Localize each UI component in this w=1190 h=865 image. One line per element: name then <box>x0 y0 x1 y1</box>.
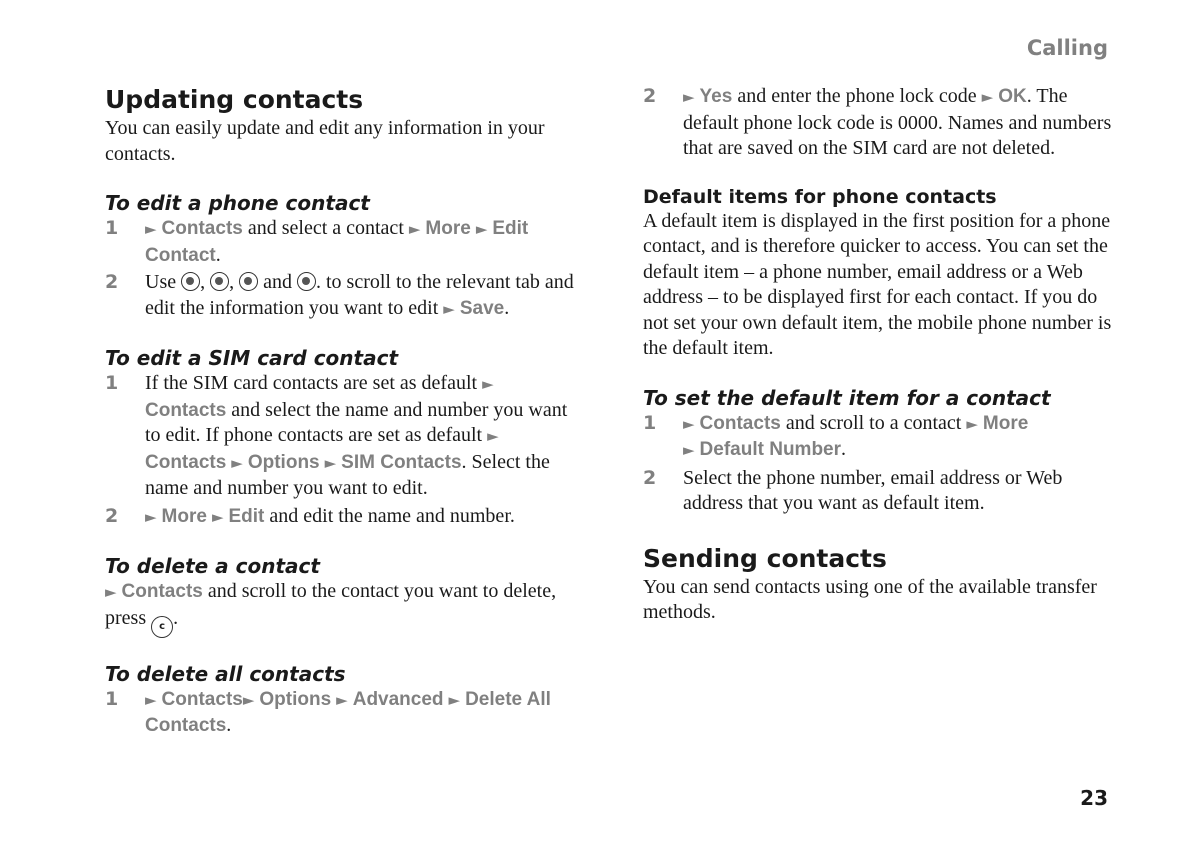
body-text: and scroll to the contact you want to delete, press <box>105 580 557 629</box>
default-items-text: A default item is displayed in the first position for a phone contact, and is therefore quicker to access. You can set the default item – a phone number, email address or a Web address – to be displayed first for each contact. If you do not set your own default item, the mobile phone number is the default item. <box>643 209 1112 359</box>
ui-options: Options <box>259 688 332 710</box>
ui-contacts: Contacts <box>121 581 203 602</box>
step-text: and edit the name and number. <box>264 504 515 527</box>
heading-set-default-item: To set the default item for a contact <box>643 385 1051 410</box>
ui-contacts: Contacts <box>161 688 243 710</box>
arrow-icon: ► <box>683 414 695 433</box>
arrow-icon: ► <box>105 583 117 601</box>
ui-delete-all-contacts: Delete All Contacts <box>145 688 551 736</box>
ui-contacts: Contacts <box>145 451 227 473</box>
heading-delete-contact: To delete a contact <box>105 554 320 578</box>
arrow-icon: ► <box>448 690 461 709</box>
step-text: . <box>215 243 221 266</box>
step-set-default-2 <box>643 466 1113 517</box>
step-delete-all-2 <box>643 84 1113 162</box>
ui-yes: Yes <box>699 86 733 107</box>
arrow-icon: ► <box>408 220 421 238</box>
ui-more: More <box>982 412 1029 434</box>
page-number: 23 <box>1080 786 1108 810</box>
section-header: Calling <box>1026 36 1108 60</box>
heading-edit-phone-contact: To edit a phone contact <box>105 191 370 215</box>
step-delete-all-1 <box>105 687 575 739</box>
ui-default-number: Default Number <box>699 439 842 460</box>
arrow-icon: ► <box>336 690 348 709</box>
arrow-icon: ► <box>487 427 499 445</box>
step-text: . <box>841 438 847 460</box>
ui-more: More <box>425 218 471 239</box>
nav-key-down-icon <box>297 272 316 291</box>
step-number: 2 <box>643 85 657 107</box>
ui-edit: Edit <box>228 505 265 527</box>
ui-advanced: Advanced <box>352 688 444 710</box>
body-text: . <box>173 606 179 629</box>
heading-default-items: Default items for phone contacts <box>643 185 997 208</box>
step-text: and select the name and number you want to edit. If phone contacts are set as default <box>145 398 568 446</box>
step-text: and select a contact <box>242 217 409 239</box>
ui-more: More <box>161 505 207 527</box>
arrow-icon: ► <box>145 690 157 709</box>
step-text: . <box>226 714 232 736</box>
arrow-icon: ► <box>443 299 455 318</box>
arrow-icon: ► <box>145 507 157 526</box>
arrow-icon: ► <box>211 507 224 526</box>
step-text: and scroll to a contact <box>780 411 967 434</box>
step-text: , <box>200 271 206 293</box>
c-key-icon: c <box>151 616 173 638</box>
ui-options: Options <box>247 451 320 473</box>
step-set-default-1 <box>643 411 1113 464</box>
step-text: and enter the phone lock code <box>732 85 982 107</box>
step-number: 2 <box>643 466 657 489</box>
arrow-icon: ► <box>966 414 978 433</box>
page-title: Updating contacts <box>105 85 364 114</box>
arrow-icon: ► <box>683 441 695 459</box>
step-number: 1 <box>105 217 119 239</box>
step-text: , <box>229 271 235 293</box>
ui-contacts: Contacts <box>161 218 243 239</box>
heading-delete-all-contacts: To delete all contacts <box>105 661 346 686</box>
ui-save: Save <box>459 297 505 319</box>
step-text: Select the phone number, email address or Web address that you want as default item. <box>683 466 1063 514</box>
step-number: 2 <box>105 271 119 293</box>
ui-ok: OK <box>998 86 1027 107</box>
ui-sim-contacts: SIM Contacts <box>341 451 462 473</box>
arrow-icon: ► <box>324 453 337 472</box>
step-text: . Select the name and number you want to edit. <box>145 450 550 499</box>
sending-contacts-text: You can send contacts using one of the available transfer methods. <box>643 575 1097 623</box>
step-number: 1 <box>643 411 657 434</box>
step-text: Use <box>145 271 182 293</box>
ui-contacts: Contacts <box>699 412 781 434</box>
step-text: . to scroll to the relevant tab and edit the information you want to edit <box>145 271 574 319</box>
step-text: . <box>504 296 510 319</box>
step-edit-sim-2 <box>105 504 575 531</box>
arrow-icon: ► <box>482 375 494 393</box>
right-column <box>643 84 1113 626</box>
step-text: and <box>258 271 297 293</box>
step-number: 2 <box>105 504 119 527</box>
step-edit-phone-2 <box>105 270 575 322</box>
heading-sending-contacts: Sending contacts <box>643 543 887 573</box>
arrow-icon: ► <box>475 220 488 238</box>
arrow-icon: ► <box>231 453 243 472</box>
ui-contacts: Contacts <box>145 399 227 421</box>
step-text: If the SIM card contacts are set as default <box>145 372 483 394</box>
arrow-icon: ► <box>242 690 255 709</box>
nav-key-up-icon <box>239 272 258 291</box>
nav-key-left-icon <box>181 272 200 291</box>
arrow-icon: ► <box>145 220 157 238</box>
nav-key-right-icon <box>210 272 229 291</box>
heading-edit-sim-contact: To edit a SIM card contact <box>105 346 398 370</box>
left-column <box>105 84 575 739</box>
step-text: . The default phone lock code is 0000. Names and numbers that are saved on the SIM card are not deleted. <box>683 85 1112 159</box>
arrow-icon: ► <box>981 88 994 106</box>
step-number: 1 <box>105 687 119 710</box>
step-number: 1 <box>105 372 119 394</box>
intro-text: You can easily update and edit any information in your contacts. <box>105 117 545 165</box>
ui-edit-contact: Edit Contact <box>145 218 529 266</box>
delete-contact-text <box>105 579 575 638</box>
arrow-icon: ► <box>683 88 695 106</box>
step-edit-phone-1 <box>105 216 575 268</box>
step-edit-sim-1 <box>105 371 575 502</box>
